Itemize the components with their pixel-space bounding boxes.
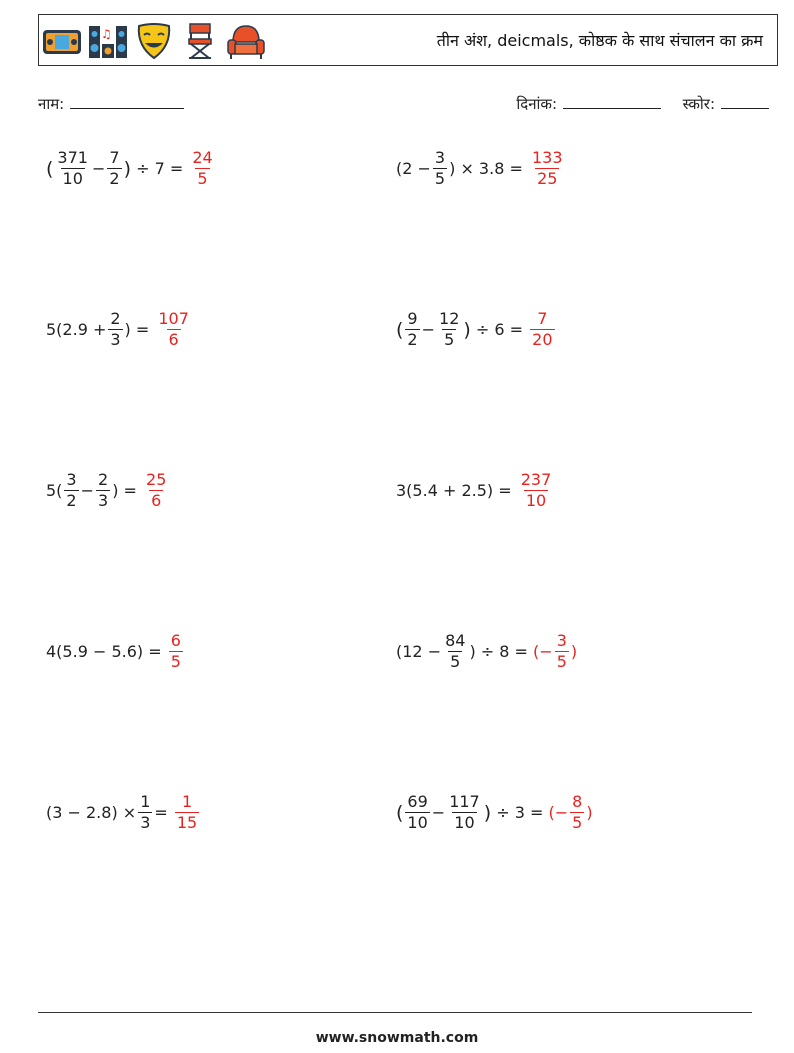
answer: $\frac{25}{6}$ <box>146 470 167 510</box>
score-label: स्कोर: <box>682 95 715 113</box>
theater-mask-icon <box>133 20 175 62</box>
fraction: $\frac{371}{10}$ <box>57 148 88 188</box>
svg-text:♫: ♫ <box>101 27 112 41</box>
fraction: $\frac{69}{10}$ <box>407 792 428 832</box>
worksheet-title: तीन अंश, deicmals, कोष्ठक के साथ संचालन का क्रम <box>436 31 763 50</box>
fraction: $\frac{7}{2}$ <box>109 148 120 188</box>
answer: $\frac{1}{15}$ <box>176 792 198 832</box>
footer-divider <box>38 1012 752 1013</box>
speakers-icon <box>87 20 129 62</box>
answer: $\frac{133}{25}$ <box>531 148 563 188</box>
answer-open: (− <box>533 642 553 661</box>
worksheet-header <box>38 14 778 66</box>
problem-10: ( $\frac{69}{10}$ − $\frac{117}{10}$ ) ÷ 3 = (− $\frac{8}{5}$ ) <box>396 792 593 832</box>
footer-site: www.snowmath.com <box>315 1030 479 1046</box>
name-label: नाम: <box>38 95 65 113</box>
date-label: दिनांक: <box>516 95 557 113</box>
armchair-icon <box>225 20 267 62</box>
name-blank <box>70 94 184 109</box>
answer: $\frac{8}{5}$ <box>572 792 583 832</box>
fraction: $\frac{12}{5}$ <box>439 309 460 349</box>
answer: $\frac{237}{10}$ <box>520 470 552 510</box>
problem-1: ( $\frac{371}{10}$ − $\frac{7}{2}$ ) ÷ 7 = $\frac{24}{5}$ <box>46 148 213 188</box>
header-icons <box>41 20 267 62</box>
problem-4: ( $\frac{9}{2}$ − $\frac{12}{5}$ ) ÷ 6 = $\frac{7}{20}$ <box>396 309 553 349</box>
vhs-tape-icon <box>41 20 83 62</box>
answer-open: (− <box>548 803 569 822</box>
fraction: $\frac{3}{2}$ <box>66 470 77 510</box>
date-score-fields <box>516 94 769 114</box>
answer: $\frac{24}{5}$ <box>192 148 213 188</box>
problem-2: (2 − $\frac{3}{5}$ ) × 3.8 = $\frac{133}{25}$ <box>396 148 563 188</box>
date-blank <box>563 94 661 109</box>
answer: $\frac{7}{20}$ <box>532 309 553 349</box>
fraction: $\frac{84}{5}$ <box>445 631 466 671</box>
fraction: $\frac{2}{3}$ <box>98 470 109 510</box>
problem-7: 4(5.9 − 5.6) = $\frac{6}{5}$ <box>46 631 181 671</box>
problem-3: 5(2.9 + $\frac{2}{3}$ ) = $\frac{107}{6}$ <box>46 309 189 349</box>
fraction: $\frac{9}{2}$ <box>407 309 418 349</box>
problem-9: (3 − 2.8) × $\frac{1}{3}$ = $\frac{1}{15}$ <box>46 792 198 832</box>
fraction: $\frac{117}{10}$ <box>449 792 480 832</box>
name-field <box>38 94 184 114</box>
fraction: $\frac{3}{5}$ <box>434 148 446 188</box>
score-blank <box>721 94 769 109</box>
answer: $\frac{107}{6}$ <box>158 309 189 349</box>
answer: $\frac{6}{5}$ <box>170 631 181 671</box>
answer: $\frac{3}{5}$ <box>556 631 567 671</box>
answer-close: ) <box>570 642 578 661</box>
answer-close: ) <box>586 803 593 822</box>
problem-6: 3(5.4 + 2.5) = $\frac{237}{10}$ <box>396 470 552 510</box>
directors-chair-icon <box>179 20 221 62</box>
fraction: $\frac{1}{3}$ <box>140 792 151 832</box>
fraction: $\frac{2}{3}$ <box>110 309 121 349</box>
problem-5: 5( $\frac{3}{2}$ − $\frac{2}{3}$ ) = $\frac{25}{6}$ <box>46 470 167 510</box>
problem-8: (12 − $\frac{84}{5}$ ) ÷ 8 = (− $\frac{3}{5}$ ) <box>396 631 578 671</box>
